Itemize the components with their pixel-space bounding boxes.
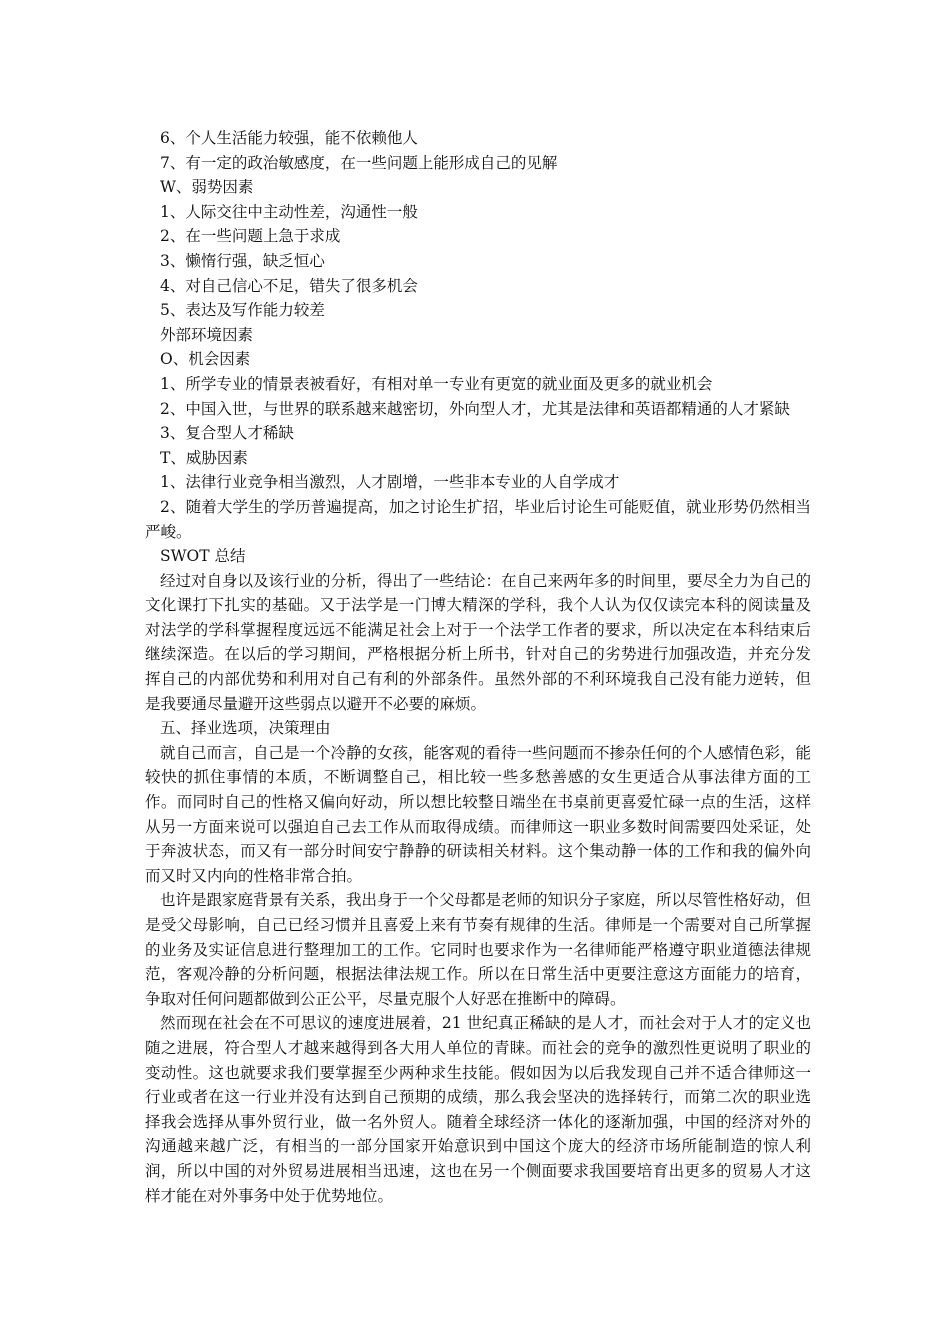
weakness-item-3: 3、懒惰行强，缺乏恒心 xyxy=(160,251,325,270)
opportunity-item-1: 1、所学专业的情景表被看好，有相对单一专业有更宽的就业面及更多的就业机会 xyxy=(160,374,713,393)
threat-heading: T、威胁因素 xyxy=(160,448,248,467)
career-paragraph-3: 然而现在社会在不可思议的速度进展着，21 世纪真正稀缺的是人才，而社会对于人才的定义也随之进展，符合型人才越来越得到各大用人单位的青睐。而社会的竞争的激烈性更说明了职业的变动性。这也就要求我们要掌握至少两种求生技能。假如因为以后我发现自己并不适合律师这一行业或者在这一行业并没有达到自己预期的成绩，那么我会坚决的选择转行，而第二次的职业选择我会选择从事外贸行业，做一名外贸人。随着全球经济一体化的逐渐加强，中国的经济对外的沟通越来越广泛，有相当的一部分国家开始意识到中国这个庞大的经济市场所能制造的惊人利润，所以中国的对外贸易进展相当迅速，这也在另一个侧面要求我国要培育出更多的贸易人才这样才能在对外事务中处于优势地位。 xyxy=(145,1014,811,1205)
weakness-heading: W、弱势因素 xyxy=(160,178,254,197)
career-paragraph-1: 就自己而言，自己是一个冷静的女孩，能客观的看待一些问题而不掺杂任何的个人感情色彩，能较快的抓住事情的本质，不断调整自己，相比较一些多愁善感的女生更适合从事法律方面的工作。而同时自己的性格又偏向好动，所以想比较整日端坐在书桌前更喜爱忙碌一点的生活，这样从另一方面来说可以强迫自己去工作从而取得成绩。而律师这一职业多数时间需要四处采证，处于奔波状态，而又有一部分时间安宁静静的研读相关材料。这个集动静一体的工作和我的偏外向而又时又内向的性格非常合拍。 xyxy=(145,743,812,885)
opportunity-item-3: 3、复合型人才稀缺 xyxy=(160,424,294,443)
career-paragraph-2: 也许是跟家庭背景有关系，我出身于一个父母都是老师的知识分子家庭，所以尽管性格好动，但是受父母影响，自己已经习惯并且喜爱上来有节奏有规律的生活。律师是一个需要对自己所掌握的业务及实证信息进行整理加工的工作。它同时也要求作为一名律师能严格遵守职业道德法律规范，客观冷静的分析问题，根据法律法规工作。所以在日常生活中更要注意这方面能力的培育，争取对任何问题都做到公正公平，尽量克服个人好恶在推断中的障碍。 xyxy=(145,891,812,1008)
weakness-item-4: 4、对自己信心不足，错失了很多机会 xyxy=(160,276,418,295)
section-five-heading: 五、择业选项，决策理由 xyxy=(160,719,331,738)
strength-item-6: 6、个人生活能力较强，能不依赖他人 xyxy=(160,129,418,147)
threat-item-1: 1、法律行业竞争相当激烈，人才剧增，一些非本专业的人自学成才 xyxy=(160,473,620,492)
weakness-item-1: 1、人际交往中主动性差，沟通性一般 xyxy=(160,202,418,221)
strength-item-7: 7、有一定的政治敏感度，在一些问题上能形成自己的见解 xyxy=(160,153,558,172)
threat-item-2: 2、随着大学生的学历普遍提高，加之讨论生扩招，毕业后讨论生可能贬值，就业形势仍然相当严峻。 xyxy=(145,497,811,541)
document-page xyxy=(145,126,811,1208)
opportunity-heading: O、机会因素 xyxy=(160,350,251,369)
opportunity-item-2: 2、中国入世，与世界的联系越来越密切，外向型人才，尤其是法律和英语都精通的人才紧缺 xyxy=(160,399,790,418)
external-heading: 外部环境因素 xyxy=(160,325,254,344)
weakness-item-5: 5、表达及写作能力较差 xyxy=(160,301,325,320)
swot-summary-paragraph: 经过对自身以及该行业的分析，得出了一些结论：在自己来两年多的时间里，要尽全力为自己的文化课打下扎实的基础。又于法学是一门博大精深的学科，我个人认为仅仅读完本科的阅读量及对法学的学科掌握程度远远不能满足社会上对于一个法学工作者的要求，所以决定在本科结束后继续深造。在以后的学习期间，严格根据分析上所书，针对自己的劣势进行加强改造，并充分发挥自己的内部优势和利用对自己有利的外部条件。虽然外部的不利环境我自己没有能力逆转，但是我要通尽量避开这些弱点以避开不必要的麻烦。 xyxy=(145,571,812,713)
weakness-item-2: 2、在一些问题上急于求成 xyxy=(160,227,341,246)
swot-heading: SWOT 总结 xyxy=(160,547,246,566)
